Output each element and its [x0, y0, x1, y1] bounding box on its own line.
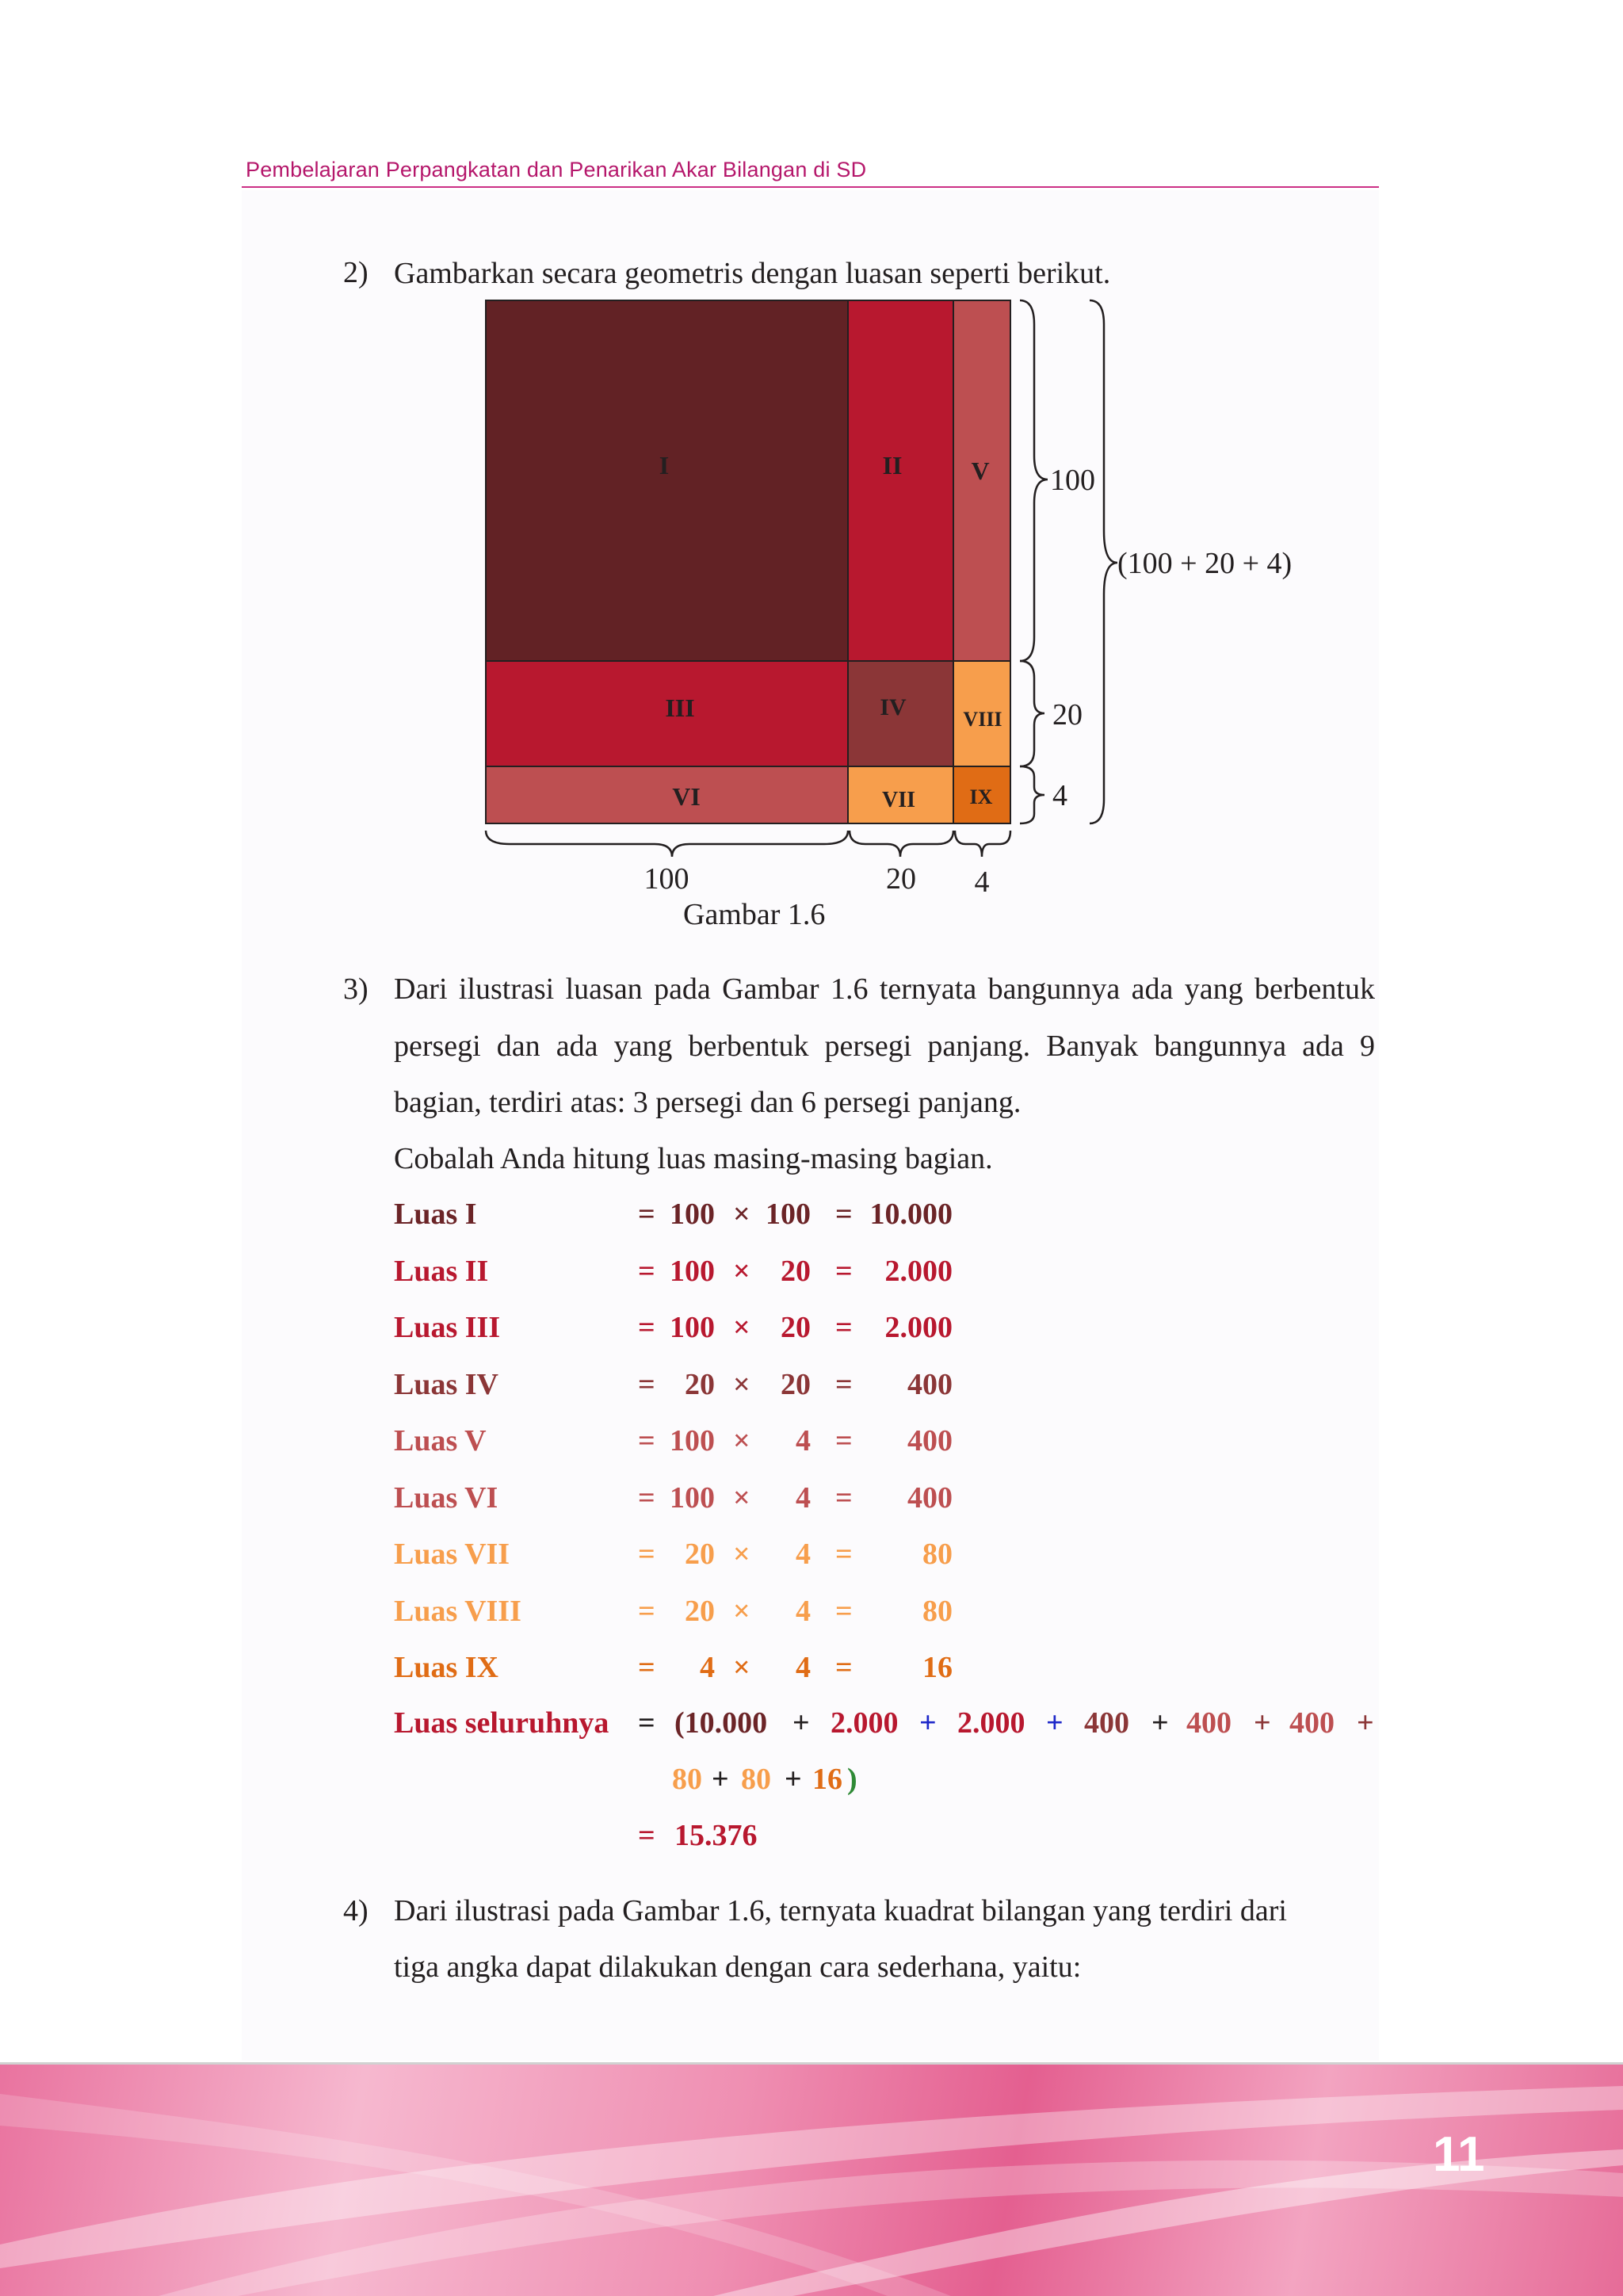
- calc-times: ×: [733, 1480, 750, 1515]
- calc-result: 10.000: [869, 1198, 953, 1231]
- calc-result: 400: [907, 1424, 953, 1457]
- calc-b: 4: [796, 1538, 811, 1571]
- total-term-8: 80: [741, 1763, 771, 1796]
- header-rule: [242, 186, 1379, 188]
- calc-eq2: =: [835, 1424, 853, 1457]
- label-I: I: [659, 451, 670, 479]
- area-diagram: [475, 289, 1347, 947]
- calc-label: Luas VIII: [394, 1594, 521, 1628]
- brace-right-20: [1020, 661, 1044, 766]
- calc-times: ×: [733, 1424, 750, 1457]
- total-line-2: [394, 1755, 949, 1803]
- calc-eq2: =: [835, 1594, 853, 1628]
- calc-result: 2.000: [884, 1311, 953, 1344]
- calc-label: Luas I: [394, 1198, 477, 1231]
- calc-row: [394, 1644, 964, 1691]
- calc-result: 400: [907, 1480, 953, 1515]
- calc-a: 100: [670, 1198, 715, 1231]
- calc-a: 100: [670, 1311, 715, 1344]
- calc-b: 20: [781, 1311, 811, 1344]
- calc-eq: =: [638, 1367, 655, 1401]
- total-line: [394, 1699, 1384, 1747]
- calc-eq: =: [638, 1311, 655, 1344]
- brace-right-total: [1090, 300, 1117, 823]
- calc-times: ×: [733, 1367, 750, 1401]
- item-3-text: [394, 961, 1375, 1132]
- calc-b: 4: [796, 1424, 811, 1457]
- calc-eq: =: [638, 1480, 655, 1515]
- total-term-2: 2.000: [831, 1706, 899, 1740]
- dim-right-total: (100 + 20 + 4): [1117, 547, 1293, 580]
- calc-a: 100: [670, 1424, 715, 1457]
- label-VI: VI: [672, 782, 701, 811]
- calc-b: 4: [796, 1651, 811, 1684]
- total-term-9: 16: [812, 1763, 842, 1796]
- total-eq: =: [638, 1706, 655, 1740]
- calc-times: ×: [733, 1254, 750, 1288]
- running-header: Pembelajaran Perpangkatan dan Penarikan Akar Bilangan di SD: [246, 158, 867, 181]
- calc-a: 20: [685, 1367, 715, 1401]
- total-plus-5: +: [1254, 1706, 1271, 1740]
- total-result-eq: =: [638, 1819, 655, 1852]
- item-4-line-2: tiga angka dapat dilakukan dengan cara sederhana, yaitu:: [394, 1950, 1082, 1984]
- calc-a: 100: [670, 1254, 715, 1288]
- label-IV: IV: [880, 694, 907, 720]
- region-I: [486, 300, 848, 661]
- calc-b: 4: [796, 1480, 811, 1515]
- total-plus-7: +: [712, 1763, 729, 1796]
- calc-a: 4: [700, 1651, 715, 1684]
- item-number-2: 2): [343, 256, 369, 289]
- calc-row: [394, 1247, 964, 1295]
- dim-bottom-20: 20: [886, 862, 916, 896]
- label-V: V: [971, 457, 990, 485]
- total-term-5: 400: [1186, 1706, 1232, 1740]
- calc-b: 20: [781, 1254, 811, 1288]
- total-term-4: 400: [1084, 1706, 1129, 1740]
- brace-right-4: [1020, 766, 1044, 823]
- brace-right-100: [1020, 300, 1048, 661]
- calc-row: [394, 1190, 964, 1238]
- page-number: 11: [1433, 2127, 1485, 2182]
- label-III: III: [665, 693, 695, 722]
- calc-label: Luas IX: [394, 1651, 498, 1684]
- label-VII: VII: [881, 788, 916, 812]
- calc-row: [394, 1417, 964, 1465]
- calc-label: Luas V: [394, 1424, 487, 1457]
- total-result: 15.376: [674, 1819, 758, 1852]
- item-number-4: 4): [343, 1894, 369, 1927]
- dim-bottom-4: 4: [974, 865, 990, 899]
- total-plus-4: +: [1151, 1706, 1169, 1740]
- calc-result: 16: [922, 1651, 953, 1684]
- brace-bottom-20: [850, 831, 953, 857]
- calc-eq: =: [638, 1198, 655, 1231]
- total-result-line: [394, 1812, 790, 1859]
- calc-result: 80: [922, 1538, 953, 1571]
- total-plus-6: +: [1357, 1706, 1374, 1740]
- calc-row: [394, 1587, 964, 1635]
- calc-row: [394, 1304, 964, 1351]
- calc-times: ×: [733, 1198, 750, 1231]
- calc-eq2: =: [835, 1367, 853, 1401]
- calc-eq2: =: [835, 1480, 853, 1515]
- total-term-1: (10.000: [674, 1706, 768, 1740]
- brace-bottom-100: [486, 831, 848, 857]
- footer-band: [0, 2062, 1623, 2296]
- region-II: [848, 300, 953, 661]
- calc-eq: =: [638, 1651, 655, 1684]
- calc-times: ×: [733, 1594, 750, 1628]
- calc-eq: =: [638, 1254, 655, 1288]
- item-number-3: 3): [343, 972, 369, 1006]
- calc-times: ×: [733, 1538, 750, 1571]
- label-IX: IX: [969, 785, 993, 808]
- dim-right-100: 100: [1050, 464, 1095, 497]
- calc-b: 20: [781, 1367, 811, 1401]
- calc-a: 20: [685, 1538, 715, 1571]
- calc-eq2: =: [835, 1198, 853, 1231]
- region-VI: [486, 766, 848, 823]
- dim-right-20: 20: [1052, 698, 1083, 732]
- label-VIII: VIII: [963, 708, 1002, 731]
- calc-result: 80: [922, 1594, 953, 1628]
- calc-result: 2.000: [884, 1254, 953, 1288]
- calc-eq2: =: [835, 1538, 853, 1571]
- total-plus-3: +: [1046, 1706, 1064, 1740]
- calc-eq: =: [638, 1538, 655, 1571]
- total-close: ): [847, 1763, 857, 1796]
- calc-eq2: =: [835, 1254, 853, 1288]
- calc-row: [394, 1530, 964, 1578]
- calc-times: ×: [733, 1311, 750, 1344]
- brace-bottom-4: [955, 831, 1010, 857]
- calc-row: [394, 1361, 964, 1408]
- calc-b: 4: [796, 1594, 811, 1628]
- calc-b: 100: [766, 1198, 811, 1231]
- calc-label: Luas II: [394, 1254, 489, 1288]
- total-term-7: 80: [672, 1763, 702, 1796]
- calc-row: [394, 1474, 964, 1522]
- dim-bottom-100: 100: [643, 862, 689, 896]
- calc-eq2: =: [835, 1651, 853, 1684]
- figure-caption: Gambar 1.6: [683, 898, 826, 931]
- total-plus-8: +: [785, 1763, 802, 1796]
- calc-eq: =: [638, 1594, 655, 1628]
- total-term-6: 400: [1289, 1706, 1335, 1740]
- calc-label: Luas VII: [394, 1538, 510, 1571]
- label-II: II: [882, 451, 903, 479]
- footer-swoosh: [0, 2062, 1623, 2296]
- calc-label: Luas IV: [394, 1367, 498, 1401]
- calc-label: Luas III: [394, 1311, 501, 1344]
- item-3-last-line: Cobalah Anda hitung luas masing-masing bagian.: [394, 1142, 993, 1175]
- calc-times: ×: [733, 1651, 750, 1684]
- calc-eq: =: [638, 1424, 655, 1457]
- calc-result: 400: [907, 1367, 953, 1401]
- dim-right-4: 4: [1052, 779, 1067, 812]
- total-term-3: 2.000: [957, 1706, 1025, 1740]
- total-plus-2: +: [919, 1706, 937, 1740]
- item-3-paragraph: Dari ilustrasi luasan pada Gambar 1.6 ternyata bangunnya ada yang berbentuk persegi dan ada yang berbentuk persegi panjang. Banyak bangunnya ada 9 bagian, terdiri atas: 3 persegi dan 6 persegi panjang.: [394, 972, 1375, 1119]
- calc-eq2: =: [835, 1311, 853, 1344]
- calc-a: 20: [685, 1594, 715, 1628]
- total-plus-1: +: [792, 1706, 810, 1740]
- total-label: Luas seluruhnya: [394, 1706, 609, 1740]
- item-2-text: Gambarkan secara geometris dengan luasan seperti berikut.: [394, 257, 1111, 290]
- calc-label: Luas VI: [394, 1480, 498, 1515]
- item-4-line-1: Dari ilustrasi pada Gambar 1.6, ternyata kuadrat bilangan yang terdiri dari: [394, 1894, 1287, 1927]
- calc-a: 100: [670, 1480, 715, 1515]
